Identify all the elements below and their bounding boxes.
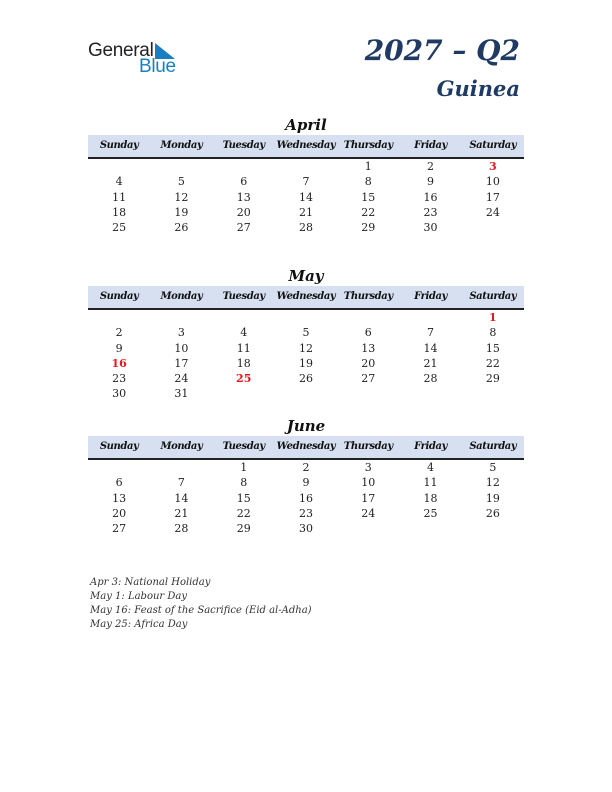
week-row <box>88 220 524 235</box>
day-cell: 26 <box>485 506 500 520</box>
weekday-label: Sunday <box>99 291 139 302</box>
weekday-label: Saturday <box>469 291 517 302</box>
day-cell: 13 <box>361 341 376 355</box>
empty-day-cell <box>275 386 337 401</box>
day-cell: 25 <box>236 372 252 386</box>
weekday-label: Monday <box>160 140 203 151</box>
day-cell: 22 <box>485 356 500 370</box>
weekday-header <box>88 135 524 159</box>
day-cell: 7 <box>427 326 435 340</box>
month-name: April <box>285 116 327 134</box>
empty-day-cell <box>462 386 524 401</box>
day-cell: 26 <box>174 221 189 235</box>
empty-day-cell <box>337 310 399 325</box>
week-row <box>88 174 524 189</box>
day-cell: 18 <box>423 491 438 505</box>
day-cell: 29 <box>236 522 251 536</box>
weekday-label: Friday <box>414 441 447 452</box>
day-cell: 30 <box>112 387 127 401</box>
day-cell: 27 <box>236 221 251 235</box>
day-cell: 20 <box>361 356 376 370</box>
month-name: May <box>288 267 324 285</box>
day-cell: 1 <box>364 160 372 173</box>
day-cell: 20 <box>236 205 251 219</box>
empty-day-cell <box>275 310 337 325</box>
weekday-label: Wednesday <box>276 291 336 302</box>
week-row <box>88 310 524 325</box>
week-row <box>88 371 524 386</box>
empty-day-cell <box>275 159 337 174</box>
day-cell: 19 <box>298 356 313 370</box>
empty-day-cell <box>213 310 275 325</box>
day-cell: 21 <box>423 356 438 370</box>
holiday-notes <box>90 576 312 632</box>
day-cell: 4 <box>427 461 435 474</box>
day-cell: 6 <box>115 476 123 490</box>
day-cell: 17 <box>174 356 189 370</box>
empty-day-cell <box>88 159 150 174</box>
week-row <box>88 460 524 475</box>
week-row <box>88 521 524 536</box>
week-row <box>88 356 524 371</box>
empty-day-cell <box>462 521 524 536</box>
weekday-label: Tuesday <box>222 441 265 452</box>
empty-day-cell <box>213 159 275 174</box>
day-cell: 12 <box>298 341 313 355</box>
weekday-label: Tuesday <box>222 140 265 151</box>
day-cell: 25 <box>112 221 127 235</box>
day-cell: 23 <box>112 372 127 386</box>
country-name: Guinea <box>436 76 520 101</box>
day-cell: 28 <box>423 372 438 386</box>
month-name: June <box>286 417 326 435</box>
weekday-label: Friday <box>414 140 447 151</box>
day-cell: 16 <box>423 190 438 204</box>
week-row <box>88 341 524 356</box>
day-cell: 22 <box>361 205 376 219</box>
day-cell: 22 <box>236 506 251 520</box>
day-cell: 6 <box>240 175 248 189</box>
day-cell: 27 <box>112 522 127 536</box>
weekday-label: Saturday <box>469 441 517 452</box>
weekday-label: Monday <box>160 441 203 452</box>
week-row <box>88 205 524 220</box>
empty-day-cell <box>150 159 212 174</box>
holiday-note: May 16: Feast of the Sacrifice (Eid al-Adha) <box>90 605 312 616</box>
empty-day-cell <box>337 386 399 401</box>
day-cell: 5 <box>177 175 185 189</box>
weekday-label: Thursday <box>343 140 393 151</box>
day-cell: 24 <box>485 205 500 219</box>
day-cell: 12 <box>174 190 189 204</box>
weekday-label: Saturday <box>469 140 517 151</box>
day-cell: 15 <box>485 341 500 355</box>
day-cell: 3 <box>489 160 497 173</box>
day-cell: 11 <box>423 476 438 490</box>
day-cell: 13 <box>112 491 127 505</box>
logo-blue-text: Blue <box>139 56 176 77</box>
holiday-note: May 1: Labour Day <box>90 591 187 602</box>
day-cell: 6 <box>364 326 372 340</box>
empty-day-cell <box>399 386 461 401</box>
day-cell: 4 <box>115 175 123 189</box>
weekday-label: Sunday <box>99 140 139 151</box>
day-cell: 26 <box>298 372 313 386</box>
day-cell: 8 <box>489 326 497 340</box>
empty-day-cell <box>462 220 524 235</box>
day-cell: 30 <box>423 221 438 235</box>
day-cell: 13 <box>236 190 251 204</box>
day-cell: 29 <box>361 221 376 235</box>
day-cell: 29 <box>485 372 500 386</box>
day-cell: 9 <box>302 476 310 490</box>
day-cell: 10 <box>174 341 189 355</box>
holiday-note: May 25: Africa Day <box>90 619 188 630</box>
empty-day-cell <box>88 310 150 325</box>
empty-day-cell <box>337 521 399 536</box>
week-row <box>88 491 524 506</box>
day-cell: 28 <box>174 522 189 536</box>
weekday-label: Wednesday <box>276 441 336 452</box>
day-cell: 18 <box>112 205 127 219</box>
weekday-header <box>88 286 524 310</box>
empty-day-cell <box>399 521 461 536</box>
day-cell: 25 <box>423 506 438 520</box>
day-cell: 10 <box>361 476 376 490</box>
day-cell: 24 <box>174 372 189 386</box>
empty-day-cell <box>88 460 150 475</box>
day-cell: 23 <box>423 205 438 219</box>
page-title: 2027 – Q2 <box>364 34 520 67</box>
day-cell: 19 <box>485 491 500 505</box>
day-cell: 17 <box>485 190 500 204</box>
empty-day-cell <box>399 310 461 325</box>
day-cell: 15 <box>236 491 251 505</box>
week-row <box>88 386 524 401</box>
weekday-header <box>88 436 524 460</box>
weekday-label: Tuesday <box>222 291 265 302</box>
day-cell: 5 <box>489 461 497 474</box>
day-cell: 2 <box>427 160 435 173</box>
day-cell: 9 <box>115 341 123 355</box>
weekday-label: Sunday <box>99 441 139 452</box>
day-cell: 12 <box>485 476 500 490</box>
week-row <box>88 325 524 340</box>
day-cell: 18 <box>236 356 251 370</box>
weekday-label: Friday <box>414 291 447 302</box>
day-cell: 14 <box>174 491 189 505</box>
day-cell: 17 <box>361 491 376 505</box>
day-cell: 7 <box>302 175 310 189</box>
day-cell: 11 <box>112 190 127 204</box>
day-cell: 8 <box>240 476 248 490</box>
day-cell: 2 <box>302 461 310 474</box>
day-cell: 23 <box>298 506 313 520</box>
day-cell: 1 <box>240 461 248 474</box>
day-cell: 4 <box>240 326 248 340</box>
day-cell: 14 <box>423 341 438 355</box>
weekday-label: Thursday <box>343 441 393 452</box>
day-cell: 3 <box>177 326 185 340</box>
day-cell: 10 <box>485 175 500 189</box>
day-cell: 1 <box>489 311 497 324</box>
week-row <box>88 475 524 490</box>
empty-day-cell <box>213 386 275 401</box>
weekday-label: Wednesday <box>276 140 336 151</box>
day-cell: 7 <box>177 476 185 490</box>
day-cell: 16 <box>111 356 127 370</box>
day-cell: 15 <box>361 190 376 204</box>
day-cell: 16 <box>298 491 313 505</box>
logo-general-text: General <box>88 40 154 61</box>
day-cell: 21 <box>298 205 313 219</box>
holiday-note: Apr 3: National Holiday <box>90 577 211 588</box>
empty-day-cell <box>150 310 212 325</box>
day-cell: 9 <box>427 175 435 189</box>
day-cell: 14 <box>298 190 313 204</box>
day-cell: 24 <box>361 506 376 520</box>
empty-day-cell <box>150 460 212 475</box>
logo <box>88 40 188 76</box>
week-row <box>88 506 524 521</box>
day-cell: 19 <box>174 205 189 219</box>
day-cell: 31 <box>174 387 189 401</box>
day-cell: 28 <box>298 221 313 235</box>
day-cell: 3 <box>364 461 372 474</box>
day-cell: 21 <box>174 506 189 520</box>
month-may <box>88 266 524 402</box>
month-april <box>88 115 524 235</box>
week-row <box>88 159 524 174</box>
day-cell: 5 <box>302 326 310 340</box>
day-cell: 11 <box>236 341 251 355</box>
day-cell: 27 <box>361 372 376 386</box>
day-cell: 30 <box>298 522 313 536</box>
day-cell: 20 <box>112 506 127 520</box>
day-cell: 8 <box>364 175 372 189</box>
week-row <box>88 190 524 205</box>
month-june <box>88 416 524 536</box>
weekday-label: Monday <box>160 291 203 302</box>
weekday-label: Thursday <box>343 291 393 302</box>
day-cell: 2 <box>115 326 123 340</box>
